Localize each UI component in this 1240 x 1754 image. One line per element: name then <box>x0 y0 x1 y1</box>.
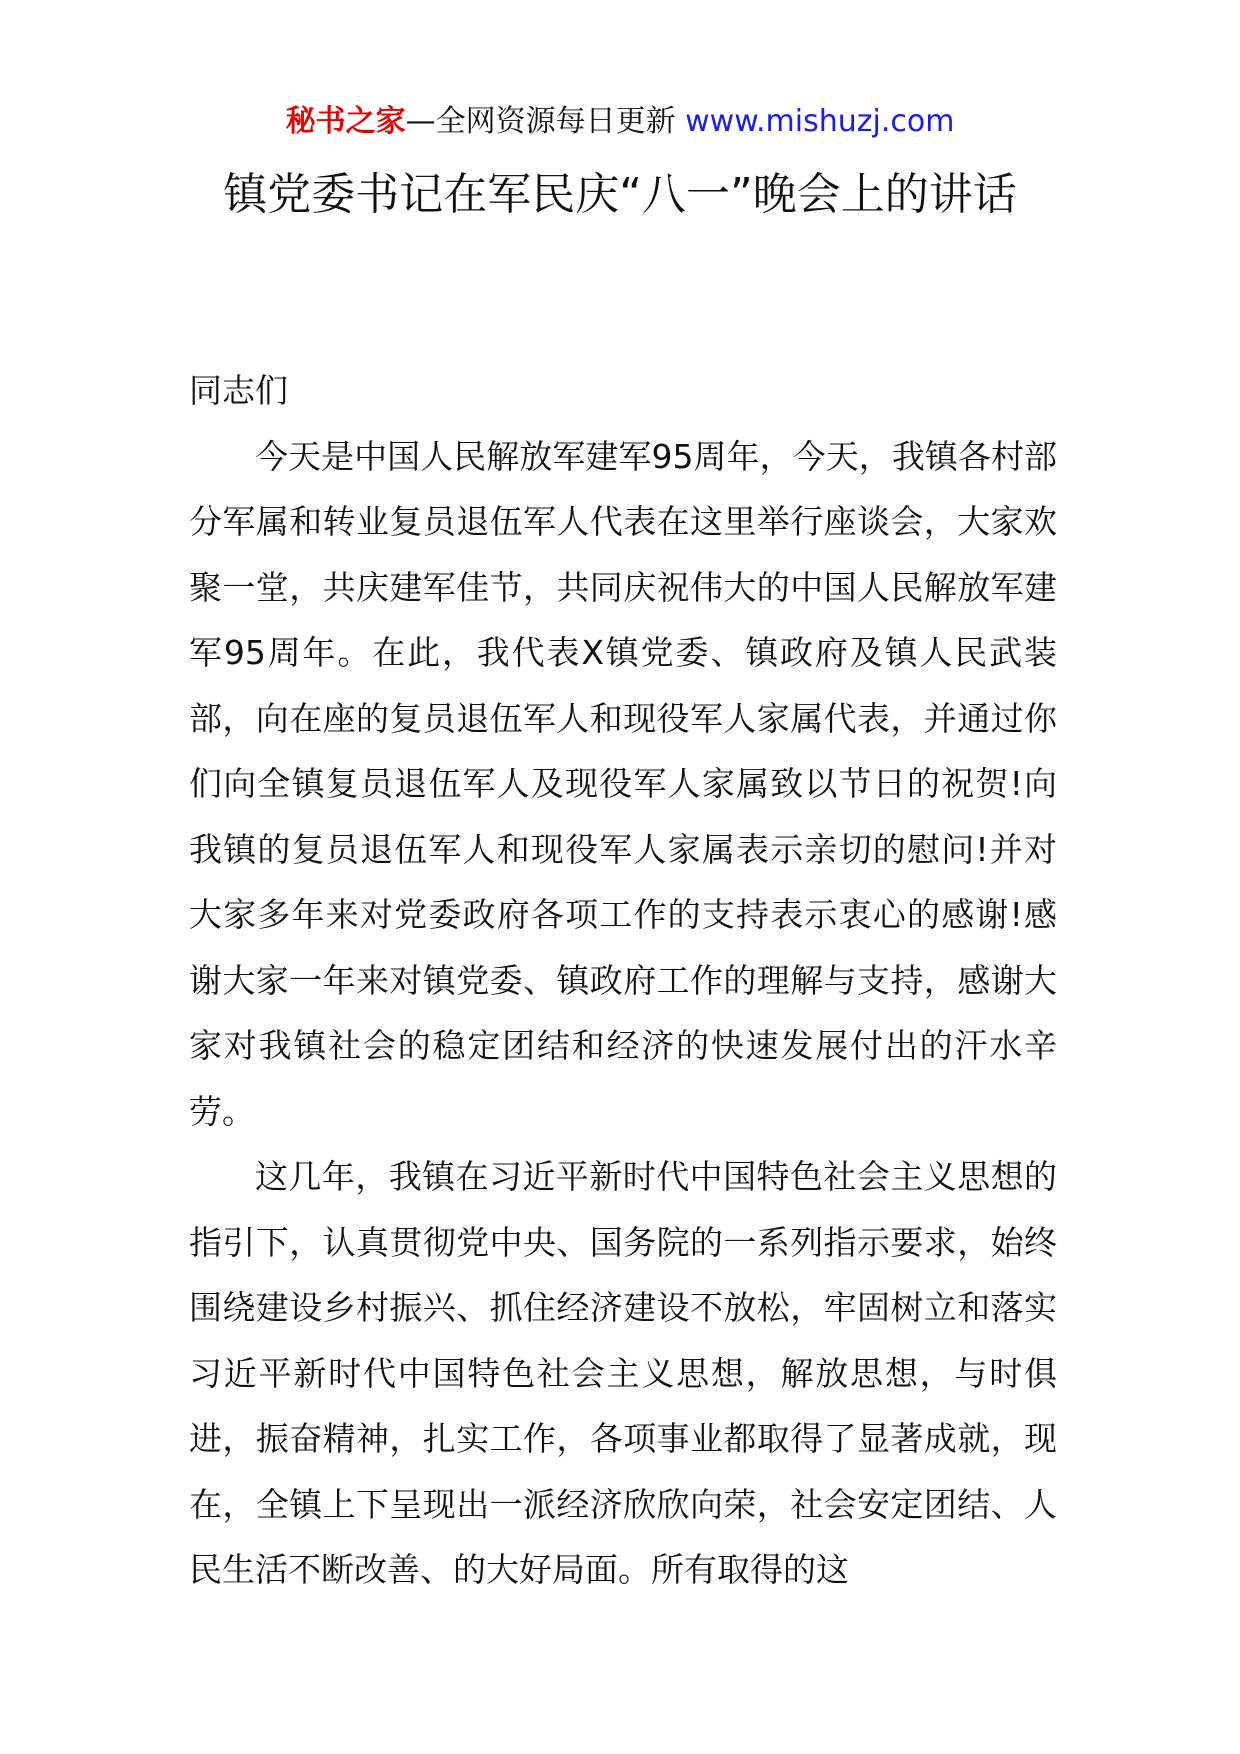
body-paragraph-2: 这几年，我镇在习近平新时代中国特色社会主义思想的指引下，认真贯彻党中央、国务院的一系列指示要求，始终围绕建设乡村振兴、抓住经济建设不放松，牢固树立和落实习近平新时代中国特色社会主义思想，解放思想，与时俱进，振奋精神，扎实工作，各项事业都取得了显著成就，现在，全镇上下呈现出一派经济欣欣向荣，社会安定团结、人民生活不断改善、的大好局面。所有取得的这 <box>189 1157 1057 1589</box>
brand-name: 秘书之家 <box>285 104 406 139</box>
document-body <box>189 358 1057 1603</box>
document-title: 镇党委书记在军民庆“八一”晚会上的讲话 <box>223 169 1017 220</box>
body-paragraph-1: 今天是中国人民解放军建军95周年，今天，我镇各村部分军属和转业复员退伍军人代表在这里举行座谈会，大家欢聚一堂，共庆建军佳节，共同庆祝伟大的中国人民解放军建军95周年。在此，我代表X镇党委、镇政府及镇人民武装部，向在座的复员退伍军人和现役军人家属代表，并通过你们向全镇复员退伍军人及现役军人家属致以节日的祝贺!向我镇的复员退伍军人和现役军人家属表示亲切的慰问!并对大家多年来对党委政府各项工作的支持表示衷心的感谢!感谢大家一年来对镇党委、镇政府工作的理解与支持，感谢大家对我镇社会的稳定团结和经济的快速发展付出的汗水辛劳。 <box>189 436 1057 1131</box>
header-banner <box>0 100 1240 144</box>
salutation: 同志们 <box>189 371 288 410</box>
banner-slogan: —全网资源每日更新 <box>405 104 686 139</box>
website-link[interactable]: www.mishuzj.com <box>685 104 955 139</box>
